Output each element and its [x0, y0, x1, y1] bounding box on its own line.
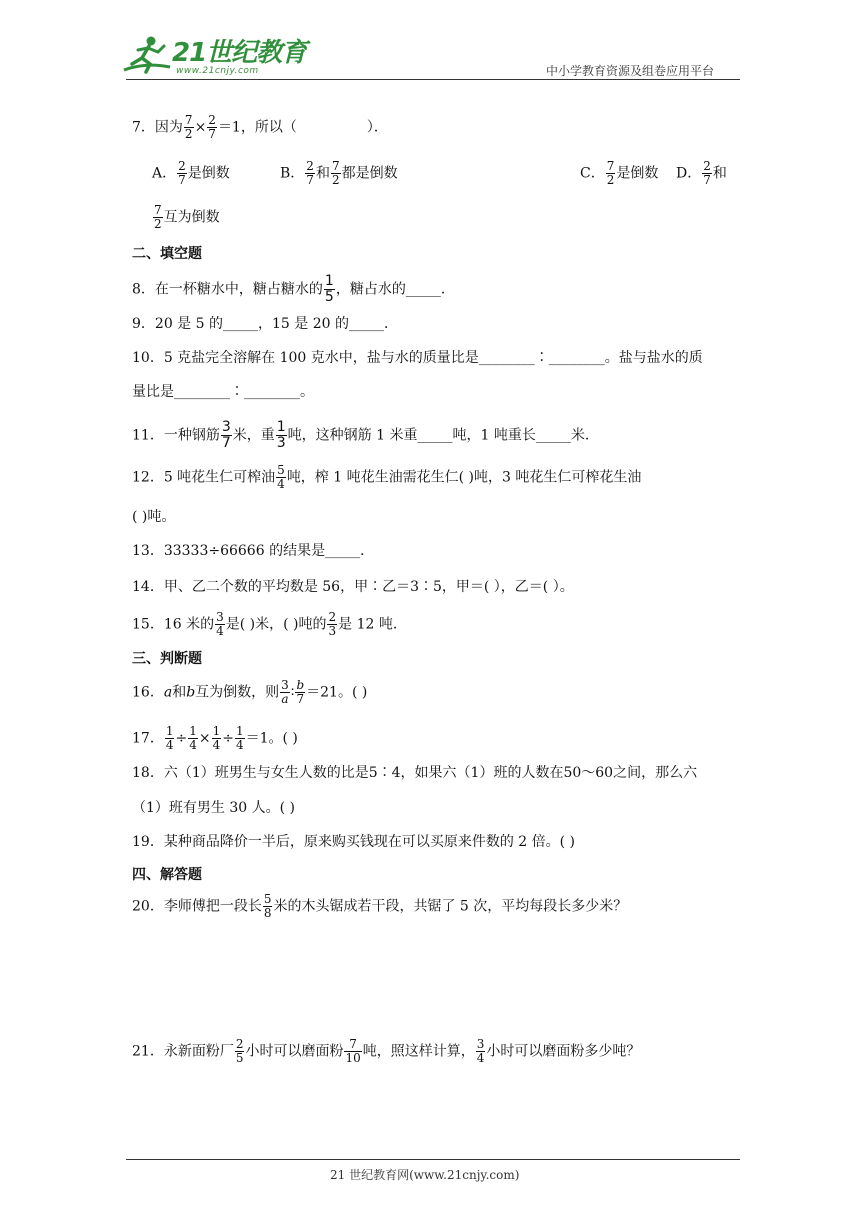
runner-logo-icon — [120, 34, 172, 78]
question-7: 7．因为 $\frac{7}{2}$ × $\frac{2}{7}$ ＝1，所以（ ）． — [132, 113, 388, 141]
question-12-line2: ( )吨。 — [132, 509, 176, 525]
q7-option-d-cont: $\frac{7}{2}$ 互为倒数 — [154, 203, 220, 231]
footer-divider — [126, 1159, 740, 1160]
question-9: 9．20 是 5 的_____，15 是 20 的_____． — [132, 316, 398, 332]
question-15: 15．16 米的 $\frac{3}{4}$ 是( )米，( )吨的 $\frac{2}{3}$ 是 12 吨． — [132, 610, 407, 638]
question-13: 13．33333÷66666 的结果是_____． — [132, 543, 375, 559]
question-18-line2: （1）班有男生 30 人。( ) — [132, 800, 295, 816]
question-20: 20．李师傅把一段长 $\frac{5}{8}$ 米的木头锯成若干段，共锯了 5 次，平均每段长多少米？ — [132, 892, 628, 920]
q7-option-c[interactable]: C． $\frac{7}{2}$ 是倒数 — [580, 159, 659, 187]
site-logo — [120, 34, 307, 78]
section-solve: 四、解答题 — [132, 867, 202, 883]
question-14: 14．甲、乙二个数的平均数是 56，甲∶乙＝3∶5，甲＝( ），乙＝( ）。 — [132, 579, 574, 595]
section-fill-in: 二、填空题 — [132, 246, 202, 262]
question-19: 19．某种商品降价一半后，原来购买钱现在可以买原来件数的 2 倍。( ) — [132, 834, 575, 850]
logo-url: www.21cnjy.com — [176, 66, 259, 76]
question-21: 21．永新面粉厂 $\frac{2}{5}$ 小时可以磨面粉 $\frac{7}{10}$ 吨，照这样计算， $\frac{3}{4}$ 小时可以磨面粉多少吨？ — [132, 1037, 641, 1065]
question-17: 17． $\frac{1}{4}$ ÷ $\frac{1}{4}$ × $\frac{1}{4}$ ÷ $\frac{1}{4}$ ＝1。( ) — [132, 724, 298, 752]
question-8: 8．在一杯糖水中，糖占糖水的 $\frac{1}{5}$ ，糖占水的_____． — [132, 273, 455, 305]
question-18-line1: 18．六（1）班男生与女生人数的比是5∶4，如果六（1）班的人数在50～60之间，那么六 — [132, 765, 698, 781]
q7-option-b[interactable]: B． $\frac{2}{7}$ 和 $\frac{7}{2}$ 都是倒数 — [280, 159, 398, 187]
logo-text: 21世纪教育 — [172, 38, 307, 68]
question-11: 11．一种钢筋 $\frac{3}{7}$ 米，重 $\frac{1}{3}$ 吨，这种钢筋 1 米重_____吨，1 吨重长_____米． — [132, 419, 599, 451]
platform-name: 中小学教育资源及组卷应用平台 — [546, 64, 715, 78]
question-10-line1: 10．5 克盐完全溶解在 100 克水中，盐与水的质量比是________∶________。盐与盐水的质 — [132, 350, 703, 366]
question-10-line2: 量比是________∶________。 — [132, 384, 314, 400]
footer-text[interactable]: 21 世纪教育网(www.21cnjy.com) — [330, 1168, 520, 1182]
section-true-false: 三、判断题 — [132, 651, 202, 667]
q7-option-a[interactable]: A． $\frac{2}{7}$ 是倒数 — [152, 159, 230, 187]
header-divider — [126, 79, 740, 80]
question-16: 16．a和b互为倒数，则 $\frac{3}{a}$ ∶ $\frac{b}{7}$ ＝21。( ) — [132, 678, 368, 706]
question-12: 12．5 吨花生仁可榨油 $\frac{5}{4}$ 吨，榨 1 吨花生油需花生仁( )吨，3 吨花生仁可榨花生油 — [132, 463, 642, 491]
q7-option-d[interactable]: D． $\frac{2}{7}$ 和 — [676, 159, 727, 187]
